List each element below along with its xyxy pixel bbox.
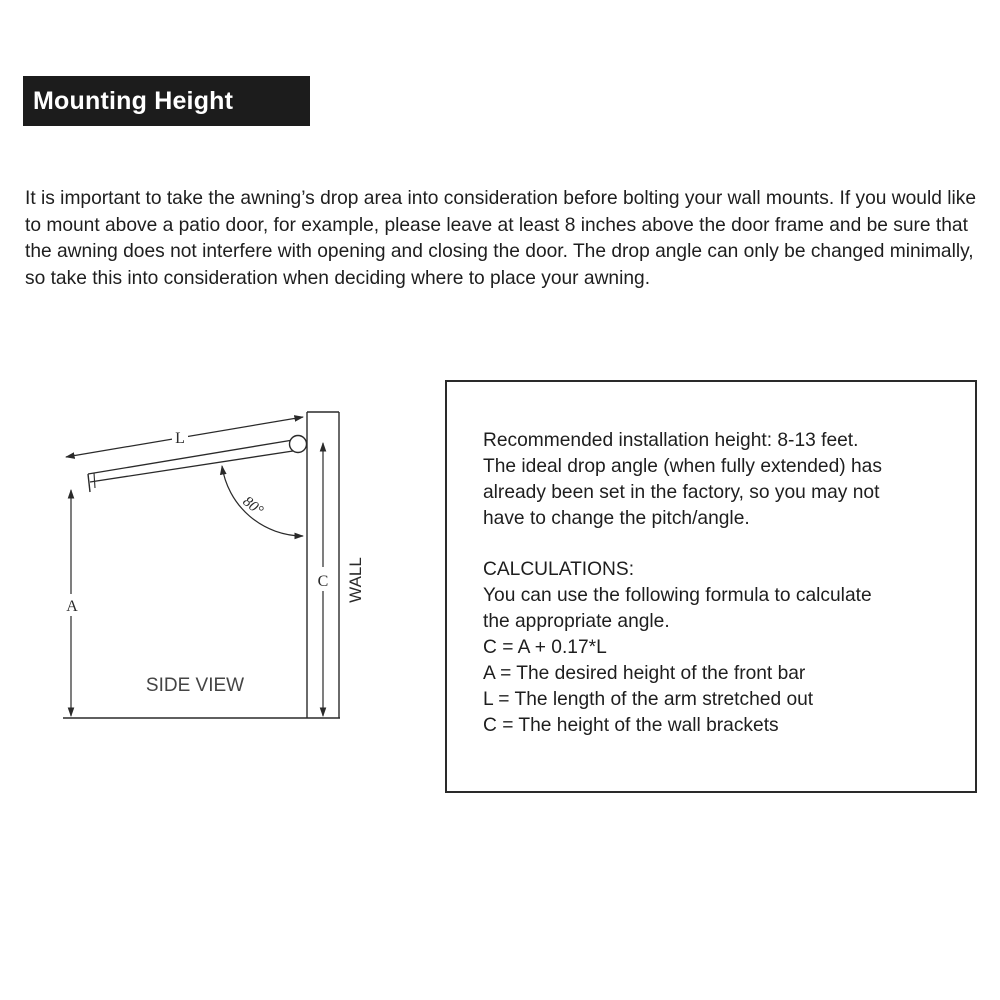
awning-arm-top <box>88 440 293 474</box>
title-banner <box>23 76 310 126</box>
front-bar <box>88 474 90 492</box>
info-box <box>445 380 977 793</box>
length-label: L <box>175 430 185 447</box>
info-line: Recommended installation height: 8-13 feet. <box>483 430 859 451</box>
wall-bracket-roller <box>290 436 307 453</box>
side-view-diagram <box>55 405 385 730</box>
angle-arc <box>222 466 303 536</box>
definition-l: L = The length of the arm stretched out <box>483 689 814 710</box>
info-line: already been set in the factory, so you may not <box>483 482 880 503</box>
front-bar-height-label: A <box>66 598 78 615</box>
angle-label: 80° <box>239 493 266 520</box>
info-content <box>483 428 963 739</box>
awning-arm-bottom <box>90 451 293 482</box>
front-bar-end <box>94 473 95 488</box>
calc-line: You can use the following formula to calculate <box>483 585 872 606</box>
wall-label: WALL <box>346 557 365 603</box>
info-line: have to change the pitch/angle. <box>483 508 750 529</box>
info-line: The ideal drop angle (when fully extended) has <box>483 456 882 477</box>
calculations-heading: CALCULATIONS: <box>483 559 635 580</box>
definition-a: A = The desired height of the front bar <box>483 663 806 684</box>
side-view-label: SIDE VIEW <box>145 675 245 696</box>
formula-line: C = A + 0.17*L <box>483 637 607 658</box>
page-title: Mounting Height <box>33 86 234 115</box>
wall-bracket-height-label: C <box>317 573 329 590</box>
intro-paragraph: It is important to take the awning’s drop area into consideration before bolting your wall mounts. If you would like to mount above a patio door, for example, please leave at least 8 inches above the door frame and be sure that the awning does not interfere with opening and closing the door. The drop angle can only be changed minimally, so take this into consideration when deciding where to place your awning. <box>25 188 977 289</box>
calc-line: the appropriate angle. <box>483 611 670 632</box>
definition-c: C = The height of the wall brackets <box>483 715 779 736</box>
